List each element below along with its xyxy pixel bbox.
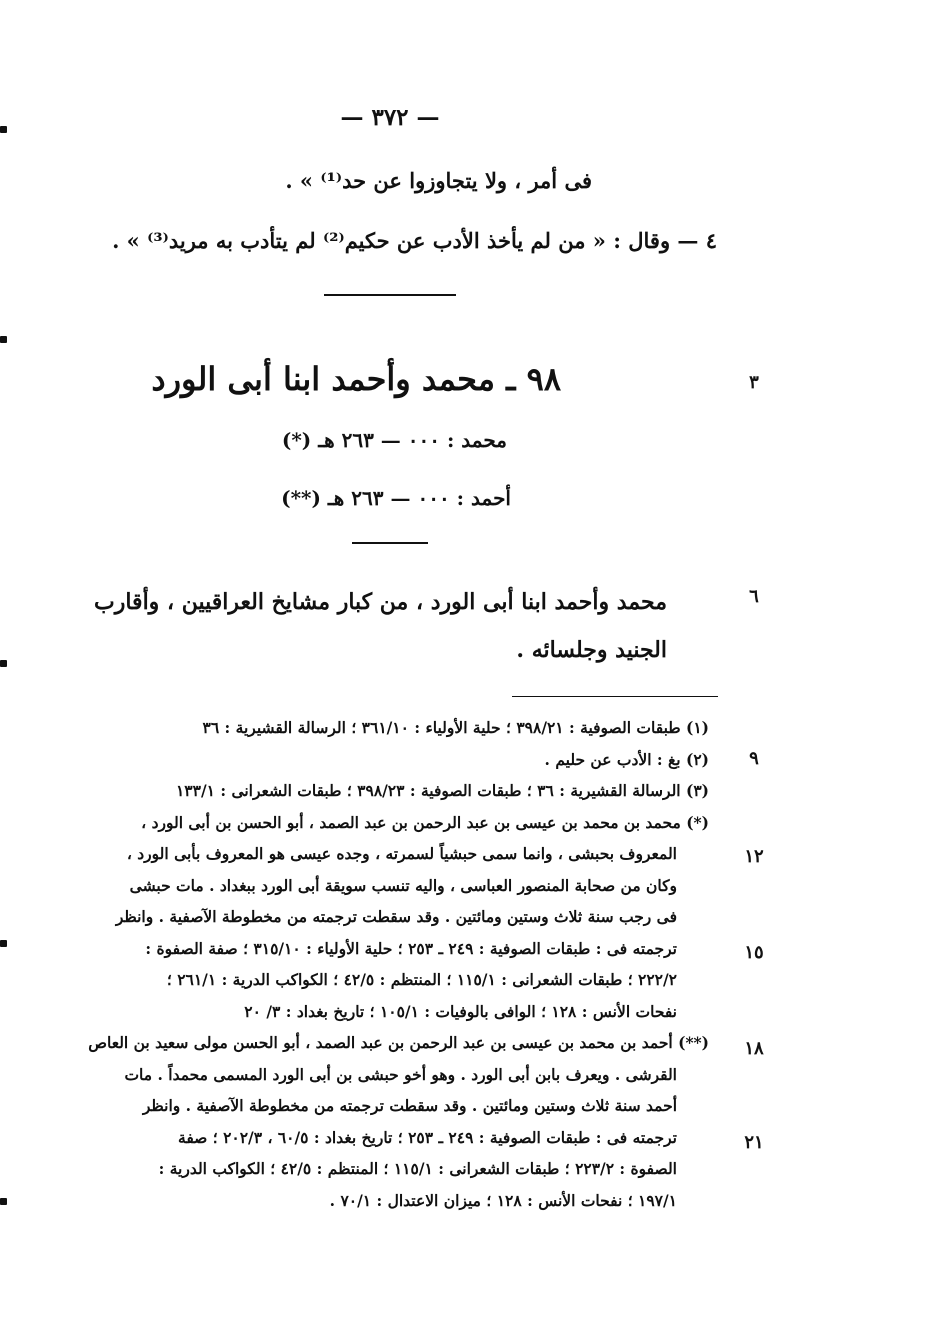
footnote-star-line: ترجمته فى : طبقات الصوفية : ٢٤٩ ـ ٢٥٣ ؛ حلية الأولياء : ٣١٥/١٠ ؛ صفة الصفوة : bbox=[145, 938, 677, 958]
footnote-double-star-line: ترجمته فى : طبقات الصوفية : ٢٤٩ ـ ٢٥٣ ؛ تاريخ بغداد : ٦٠/٥ ، ٢٠٢/٣ ؛ صفة bbox=[178, 1127, 677, 1147]
scan-mark bbox=[0, 660, 7, 667]
footnote-double-star-line: ١٩٧/١ ؛ نفحات الأنس : ١٢٨ ؛ ميزان الاعتدال : ٧٠/١ . bbox=[329, 1190, 677, 1210]
footnote-star-line: المعروف بحبشى ، وانما سمى حبشياً لسمرته ، وجده عيسى هو المعروف بأبى الورد ، bbox=[126, 844, 677, 863]
footnote-double-star-line: أحمد سنة ثلاث وستين ومائتين . وقد سقطت ترجمته من مخطوطة الآصفية . وانظر bbox=[142, 1096, 677, 1115]
footnote-star: (*) محمد بن محمد بن عيسى بن عبد الرحمن بن عبد الصمد ، أبو الحسن بن أبى الورد ، bbox=[141, 812, 709, 832]
biography-paragraph: محمد وأحمد ابنا أبى الورد ، من كبار مشايخ العراقيين ، وأقارب الجنيد وجلسائه . bbox=[94, 589, 667, 663]
line-number: ٦ bbox=[749, 586, 759, 607]
line-number: ١٥ bbox=[744, 942, 764, 963]
footnote-star-line: ٢٢٢/٢ ؛ طبقات الشعرانى : ١١٥/١ ؛ المنتظم : ٤٢/٥ ؛ الكواكب الدرية : ٢٦١/١ ؛ bbox=[166, 970, 677, 989]
line-number: ٢١ bbox=[744, 1132, 764, 1153]
section-divider bbox=[352, 542, 428, 544]
scan-mark bbox=[0, 336, 7, 343]
footnote-double-star-line: القرشى . ويعرف بابن أبى الورد . وهو أخو حبشى بن أبى الورد المسمى محمداً . مات bbox=[124, 1064, 677, 1084]
line-number: ١٨ bbox=[744, 1038, 764, 1059]
dates-muhammad: محمد : ٠٠٠ — ٢٦٣ هـ (*) bbox=[281, 428, 507, 452]
scan-mark bbox=[0, 1198, 7, 1205]
body-line-2: ٤ — وقال : « من لم يأخذ الأدب عن حكيم⁽²⁾ لم يتأدب به مريد⁽³⁾ » . bbox=[112, 228, 717, 253]
entry-heading: ٩٨ ـ محمد وأحمد ابنا أبى الورد bbox=[151, 360, 561, 398]
body-line-1: فى أمر ، ولا يتجاوزوا عن حد⁽¹⁾ » . bbox=[285, 168, 592, 193]
footnote-double-star-line: الصفوة : ٢٢٣/٢ ؛ طبقات الشعرانى : ١١٥/١ ؛ المنتظم : ٤٢/٥ ؛ الكواكب الدرية : bbox=[158, 1159, 677, 1178]
footnote-star-line: نفحات الأنس : ١٢٨ ؛ الوافى بالوفيات : ١٠٥/١ ؛ تاريخ بغداد : ٣/ ٢٠ bbox=[244, 1001, 677, 1021]
line-number: ٣ bbox=[749, 372, 759, 393]
section-divider bbox=[324, 294, 456, 296]
footnote-2: (٢) بغ : الأدب عن حليم . bbox=[544, 749, 709, 769]
footnote-double-star: (**) أحمد بن محمد بن عيسى بن عبد الرحمن بن عبد الصمد ، أبو الحسن مولى سعيد بن العاص bbox=[88, 1033, 709, 1052]
footnote-rule bbox=[512, 696, 718, 697]
line-number: ٩ bbox=[749, 748, 759, 769]
page-number: — ٣٧٢ — bbox=[340, 104, 440, 131]
scan-mark bbox=[0, 940, 7, 947]
dates-ahmad: أحمد : ٠٠٠ — ٢٦٣ هـ (**) bbox=[281, 486, 511, 510]
footnote-star-line: وكان من صحابة المنصور العباسى ، واليه تنسب سويقة أبى الورد ببغداد . مات حبشى bbox=[129, 875, 677, 895]
line-number: ١٢ bbox=[744, 846, 764, 867]
scan-mark bbox=[0, 126, 7, 133]
footnote-1: (١) طبقات الصوفية : ٣٩٨/٢١ ؛ حلية الأولياء : ٣٦١/١٠ ؛ الرسالة القشيرية : ٣٦ bbox=[202, 718, 709, 737]
footnote-3: (٣) الرسالة القشيرية : ٣٦ ؛ طبقات الصوفية : ٣٩٨/٢٣ ؛ طبقات الشعرانى : ١٣٣/١ bbox=[175, 781, 709, 800]
footnote-star-line: فى رجب سنة ثلاث وستين ومائتين . وقد سقطت ترجمته من مخطوطة الآصفية . وانظر bbox=[115, 907, 677, 926]
footnotes bbox=[69, 712, 709, 1216]
